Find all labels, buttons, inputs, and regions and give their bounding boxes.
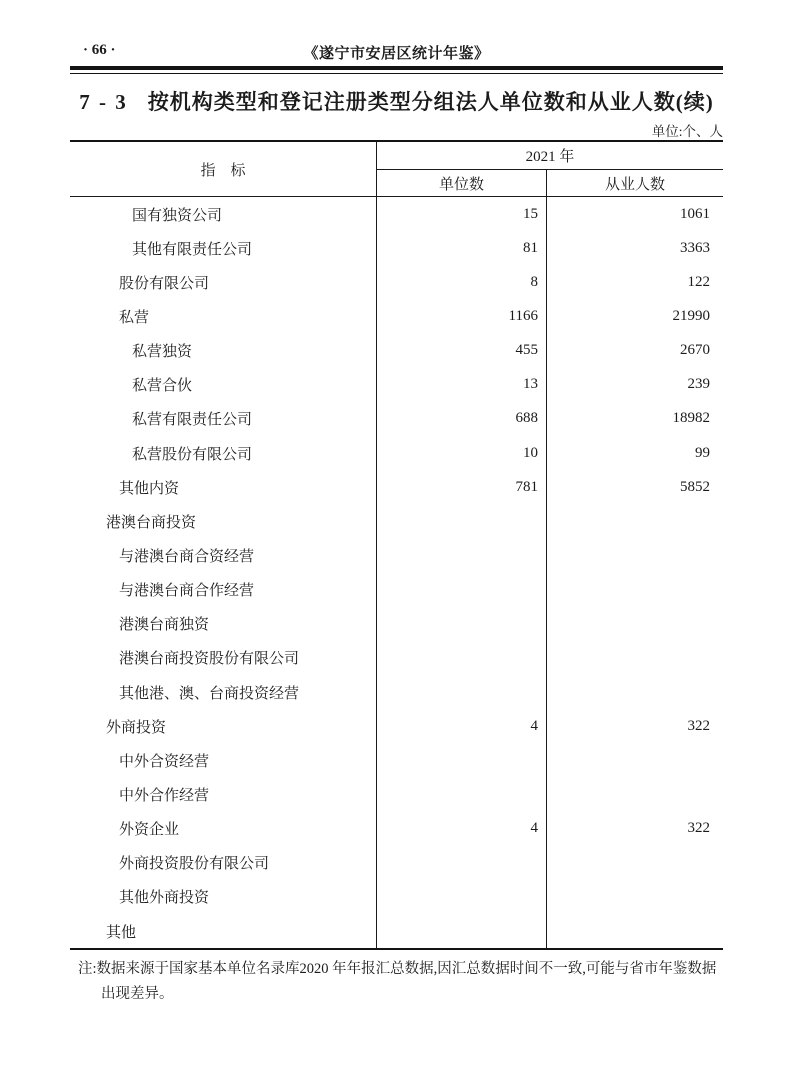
running-head: [70, 42, 723, 62]
row-label: 与港澳台商合资经营: [70, 538, 377, 572]
row-label: 私营有限责任公司: [70, 402, 377, 436]
row-label: 其他港、澳、台商投资经营: [70, 675, 377, 709]
row-employees-value: 239: [687, 376, 710, 393]
row-units-value: [377, 880, 547, 914]
row-units-value: 455: [377, 334, 547, 368]
row-units-value: [377, 846, 547, 880]
row-units-value: [377, 914, 547, 948]
statistics-table: [70, 140, 723, 950]
row-units-value: [377, 573, 547, 607]
row-employees-value: 1061: [680, 205, 710, 222]
row-employees-value: 322: [687, 717, 710, 734]
row-label: 其他: [70, 914, 377, 948]
row-units-value: [377, 538, 547, 572]
page-number: · 66 ·: [83, 42, 116, 58]
table-row: [70, 470, 723, 504]
row-label: 其他外商投资: [70, 880, 377, 914]
row-label: 外商投资股份有限公司: [70, 846, 377, 880]
row-units-value: 781: [377, 470, 547, 504]
row-units-value: 15: [377, 197, 547, 231]
row-label: 港澳台商投资股份有限公司: [70, 641, 377, 675]
table-row: [70, 231, 723, 265]
table-row: [70, 607, 723, 641]
row-label: 私营独资: [70, 334, 377, 368]
row-units-value: [377, 504, 547, 538]
table-row: [70, 436, 723, 470]
table-row: [70, 299, 723, 333]
table-row: [70, 675, 723, 709]
row-employees-value: 2670: [680, 342, 710, 359]
row-units-value: 81: [377, 231, 547, 265]
row-employees-value: 18982: [672, 410, 710, 427]
head-rule-thick: [70, 66, 723, 70]
book-title: 《遂宁市安居区统计年鉴》: [303, 46, 490, 62]
table-row: [70, 846, 723, 880]
row-units-value: 1166: [377, 299, 547, 333]
row-label: 中外合作经营: [70, 777, 377, 811]
header-indicator: 指 标: [70, 142, 377, 197]
row-employees-value: [547, 743, 723, 777]
row-employees-value: 5852: [680, 478, 710, 495]
head-rule-thin: [70, 73, 723, 74]
header-employees: 从业人数: [604, 177, 665, 193]
row-label: 私营股份有限公司: [70, 436, 377, 470]
row-employees-value: [547, 538, 723, 572]
row-employees-value: [547, 880, 723, 914]
row-label: 私营合伙: [70, 368, 377, 402]
row-units-value: [377, 777, 547, 811]
footnote: [78, 957, 720, 1007]
table-row: [70, 914, 723, 948]
row-units-value: 4: [377, 812, 547, 846]
header-subcols: [377, 170, 723, 197]
row-label: 国有独资公司: [70, 197, 377, 231]
row-employees-value: [547, 675, 723, 709]
table-row: [70, 334, 723, 368]
row-units-value: 13: [377, 368, 547, 402]
table-row: [70, 265, 723, 299]
row-employees-value: 21990: [672, 307, 710, 324]
row-units-value: [377, 607, 547, 641]
row-employees-value: [547, 607, 723, 641]
row-label: 私营: [70, 299, 377, 333]
table-row: [70, 880, 723, 914]
table-row: [70, 812, 723, 846]
table-row: [70, 402, 723, 436]
footnote-line1: 注:数据来源于国家基本单位名录库2020 年年报汇总数据,因汇总数据时间不一致,可能与省市年鉴数据: [78, 961, 717, 977]
row-units-value: 688: [377, 402, 547, 436]
row-employees-value: [547, 641, 723, 675]
row-label: 外商投资: [70, 709, 377, 743]
table-number: 7 - 3: [79, 90, 128, 114]
row-units-value: 8: [377, 265, 547, 299]
row-employees-value: [547, 846, 723, 880]
footnote-line2: 出现差异。: [101, 986, 174, 1002]
row-label: 其他内资: [70, 470, 377, 504]
table-row: [70, 504, 723, 538]
table-row: [70, 538, 723, 572]
row-units-value: [377, 641, 547, 675]
table-row: [70, 368, 723, 402]
row-employees-value: 99: [695, 444, 710, 461]
row-employees-value: [547, 504, 723, 538]
table-row: [70, 641, 723, 675]
row-units-value: 4: [377, 709, 547, 743]
table-row: [70, 777, 723, 811]
row-label: 与港澳台商合作经营: [70, 573, 377, 607]
row-units-value: [377, 743, 547, 777]
row-label: 中外合资经营: [70, 743, 377, 777]
row-label: 股份有限公司: [70, 265, 377, 299]
unit-note: 单位:个、人: [651, 124, 723, 139]
table-row: [70, 573, 723, 607]
table-body: [70, 197, 723, 948]
row-label: 港澳台商独资: [70, 607, 377, 641]
row-label: 其他有限责任公司: [70, 231, 377, 265]
table-row: [70, 197, 723, 231]
row-employees-value: 122: [687, 273, 710, 290]
row-employees-value: 322: [687, 820, 710, 837]
row-units-value: [377, 675, 547, 709]
table-row: [70, 743, 723, 777]
row-employees-value: [547, 777, 723, 811]
row-employees-value: 3363: [680, 239, 710, 256]
table-title-text: 按机构类型和登记注册类型分组法人单位数和从业人数(续): [147, 90, 714, 114]
row-units-value: 10: [377, 436, 547, 470]
row-label: 外资企业: [70, 812, 377, 846]
row-employees-value: [547, 573, 723, 607]
row-employees-value: [547, 914, 723, 948]
header-right: [377, 142, 723, 197]
table-title: [0, 86, 793, 116]
row-label: 港澳台商投资: [70, 504, 377, 538]
header-units: 单位数: [377, 170, 547, 197]
header-year: 2021 年: [377, 142, 723, 170]
table-header: [70, 142, 723, 197]
table-row: [70, 709, 723, 743]
